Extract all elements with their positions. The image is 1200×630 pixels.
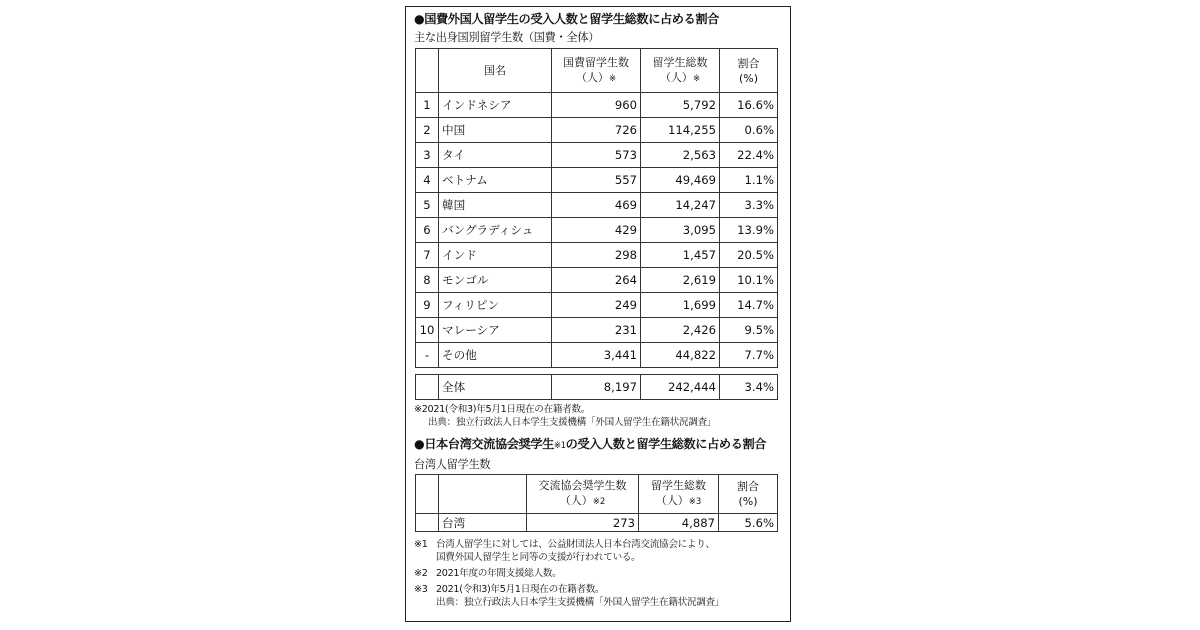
country-cell: モンゴル (439, 268, 552, 293)
scholars-cell: 3,441 (552, 343, 641, 368)
students-cell: 114,255 (641, 118, 720, 143)
total-students-cell: 242,444 (641, 375, 720, 400)
country-cell: バングラディシュ (439, 218, 552, 243)
scholars-cell: 231 (552, 318, 641, 343)
footnote-line: 台湾人留学生に対しては、公益財団法人日本台湾交流協会により、 (436, 539, 715, 550)
footnote-item (414, 538, 782, 564)
section2-footnotes (414, 538, 782, 609)
section2-title (414, 436, 782, 455)
students-cell: 2,619 (641, 268, 720, 293)
footnote-body (436, 583, 782, 609)
taiwan-ratio-cell: 5.6% (719, 514, 778, 532)
total-country-cell: 全体 (439, 375, 552, 400)
rank-cell: 10 (416, 318, 439, 343)
ratio-cell: 10.1% (720, 268, 778, 293)
table-row (416, 318, 778, 343)
rank-header (416, 49, 439, 93)
table-row (416, 168, 778, 193)
footnote-key: ※3 (414, 584, 428, 595)
students-cell: 1,699 (641, 293, 720, 318)
total-scholars-cell: 8,197 (552, 375, 641, 400)
taiwan-students-header-line2: （人） (655, 494, 689, 507)
taiwan-scholars-header-mark: ※2 (592, 497, 606, 507)
ratio-cell: 14.7% (720, 293, 778, 318)
section1-subtitle: 主な出身国別留学生数（国費・全体） (414, 31, 600, 44)
ratio-cell: 7.7% (720, 343, 778, 368)
scholars-cell: 264 (552, 268, 641, 293)
taiwan-row (416, 514, 778, 532)
taiwan-scholars-header-line1: 交流協会奨学生数 (538, 479, 627, 492)
scholars-cell: 960 (552, 93, 641, 118)
country-cell: インド (439, 243, 552, 268)
rank-cell: 8 (416, 268, 439, 293)
country-header: 国名 (439, 49, 552, 93)
ratio-header-line1: 割合 (737, 56, 760, 70)
table-row (416, 218, 778, 243)
taiwan-ratio-header (719, 475, 778, 514)
footnote-body (436, 538, 782, 564)
taiwan-country-cell: 台湾 (439, 514, 527, 532)
ratio-cell: 22.4% (720, 143, 778, 168)
footnote-key: ※1 (414, 539, 428, 550)
ratio-cell: 20.5% (720, 243, 778, 268)
section2-title-mark: ※1 (553, 441, 566, 451)
taiwan-students-cell: 4,887 (639, 514, 719, 532)
footnote-line: 2021年度の年間支援総人数。 (436, 568, 562, 579)
infographic-content (414, 11, 782, 609)
students-cell: 2,563 (641, 143, 720, 168)
country-cell: インドネシア (439, 93, 552, 118)
students-cell: 14,247 (641, 193, 720, 218)
footnote-line: 2021(令和3)年5月1日現在の在籍者数。 (436, 584, 605, 595)
footnote-line: 国費外国人留学生と同等の支援が行われている。 (436, 552, 641, 563)
table-row (416, 93, 778, 118)
country-cell: 中国 (439, 118, 552, 143)
rank-cell: 1 (416, 93, 439, 118)
taiwan-ratio-header-line2: (%) (738, 495, 758, 508)
ratio-cell: 1.1% (720, 168, 778, 193)
students-cell: 49,469 (641, 168, 720, 193)
table-row (416, 268, 778, 293)
ratio-cell: 0.6% (720, 118, 778, 143)
footnote-item (414, 567, 782, 580)
footnote-body (436, 567, 782, 580)
taiwan-scholars-header (527, 475, 639, 514)
footnote-item (414, 583, 782, 609)
ratio-cell: 13.9% (720, 218, 778, 243)
footnote-key: ※2 (414, 568, 428, 579)
ratio-header-line2: (%) (738, 71, 759, 85)
scholars-header-line2: （人） (575, 70, 609, 84)
taiwan-blank-header (416, 475, 439, 514)
ratio-cell: 9.5% (720, 318, 778, 343)
rank-cell: 5 (416, 193, 439, 218)
scholars-cell: 573 (552, 143, 641, 168)
section2-title-main: ●日本台湾交流協会奨学生 (414, 437, 554, 451)
rank-cell: 9 (416, 293, 439, 318)
taiwan-students-header-line1: 留学生総数 (651, 479, 706, 492)
scholars-header-line1: 国費留学生数 (563, 55, 629, 69)
scholars-cell: 726 (552, 118, 641, 143)
infographic-frame (405, 6, 791, 622)
scholars-header (552, 49, 641, 93)
scholars-cell: 557 (552, 168, 641, 193)
table-row (416, 243, 778, 268)
country-cell: その他 (439, 343, 552, 368)
students-header-note-mark: ※ (692, 73, 701, 84)
rank-cell: 4 (416, 168, 439, 193)
section1-notes (414, 403, 782, 429)
ratio-cell: 16.6% (720, 93, 778, 118)
taiwan-table-header-row (416, 475, 778, 514)
taiwan-rank-cell (416, 514, 439, 532)
table-row (416, 118, 778, 143)
country-cell: 韓国 (439, 193, 552, 218)
table-row (416, 293, 778, 318)
total-ratio-cell: 3.4% (720, 375, 778, 400)
students-header (641, 49, 720, 93)
footnote-line: 出典：独立行政法人日本学生支援機構「外国人留学生在籍状況調査」 (436, 597, 725, 608)
scholars-header-note-mark: ※ (608, 73, 617, 84)
table-row (416, 143, 778, 168)
total-rank-cell (416, 375, 439, 400)
section1-note: ※2021(令和3)年5月1日現在の在籍者数。 (414, 404, 591, 415)
table-row (416, 343, 778, 368)
taiwan-students-header (639, 475, 719, 514)
section1-source: 出典：独立行政法人日本学生支援機構「外国人留学生在籍状況調査」 (428, 417, 717, 428)
rank-cell: 2 (416, 118, 439, 143)
rank-cell: 3 (416, 143, 439, 168)
students-header-line1: 留学生総数 (652, 55, 708, 69)
students-header-line2: （人） (659, 70, 693, 84)
scholars-by-country-table (415, 48, 778, 400)
country-cell: フィリピン (439, 293, 552, 318)
total-separator (416, 368, 778, 375)
rank-cell: 6 (416, 218, 439, 243)
rank-cell: - (416, 343, 439, 368)
students-cell: 5,792 (641, 93, 720, 118)
taiwan-ratio-header-line1: 割合 (737, 480, 759, 493)
scholars-cell: 469 (552, 193, 641, 218)
country-cell: タイ (439, 143, 552, 168)
country-cell: ベトナム (439, 168, 552, 193)
total-row (416, 375, 778, 400)
taiwan-scholars-header-line2: （人） (559, 494, 593, 507)
ratio-header (720, 49, 778, 93)
scholars-cell: 249 (552, 293, 641, 318)
students-cell: 2,426 (641, 318, 720, 343)
scholars-cell: 298 (552, 243, 641, 268)
students-cell: 44,822 (641, 343, 720, 368)
taiwan-scholars-table (415, 474, 778, 532)
scholars-cell: 429 (552, 218, 641, 243)
section2-subtitle: 台湾人留学生数 (414, 458, 491, 471)
ratio-cell: 3.3% (720, 193, 778, 218)
students-cell: 1,457 (641, 243, 720, 268)
table-row (416, 193, 778, 218)
taiwan-students-header-mark: ※3 (688, 497, 702, 507)
country-cell: マレーシア (439, 318, 552, 343)
taiwan-scholars-cell: 273 (527, 514, 639, 532)
students-cell: 3,095 (641, 218, 720, 243)
section1-title: ●国費外国人留学生の受入人数と留学生総数に占める割合 (414, 12, 719, 26)
taiwan-country-header (439, 475, 527, 514)
rank-cell: 7 (416, 243, 439, 268)
section2-title-rest: の受入人数と留学生総数に占める割合 (565, 437, 767, 451)
table-header-row (416, 49, 778, 93)
